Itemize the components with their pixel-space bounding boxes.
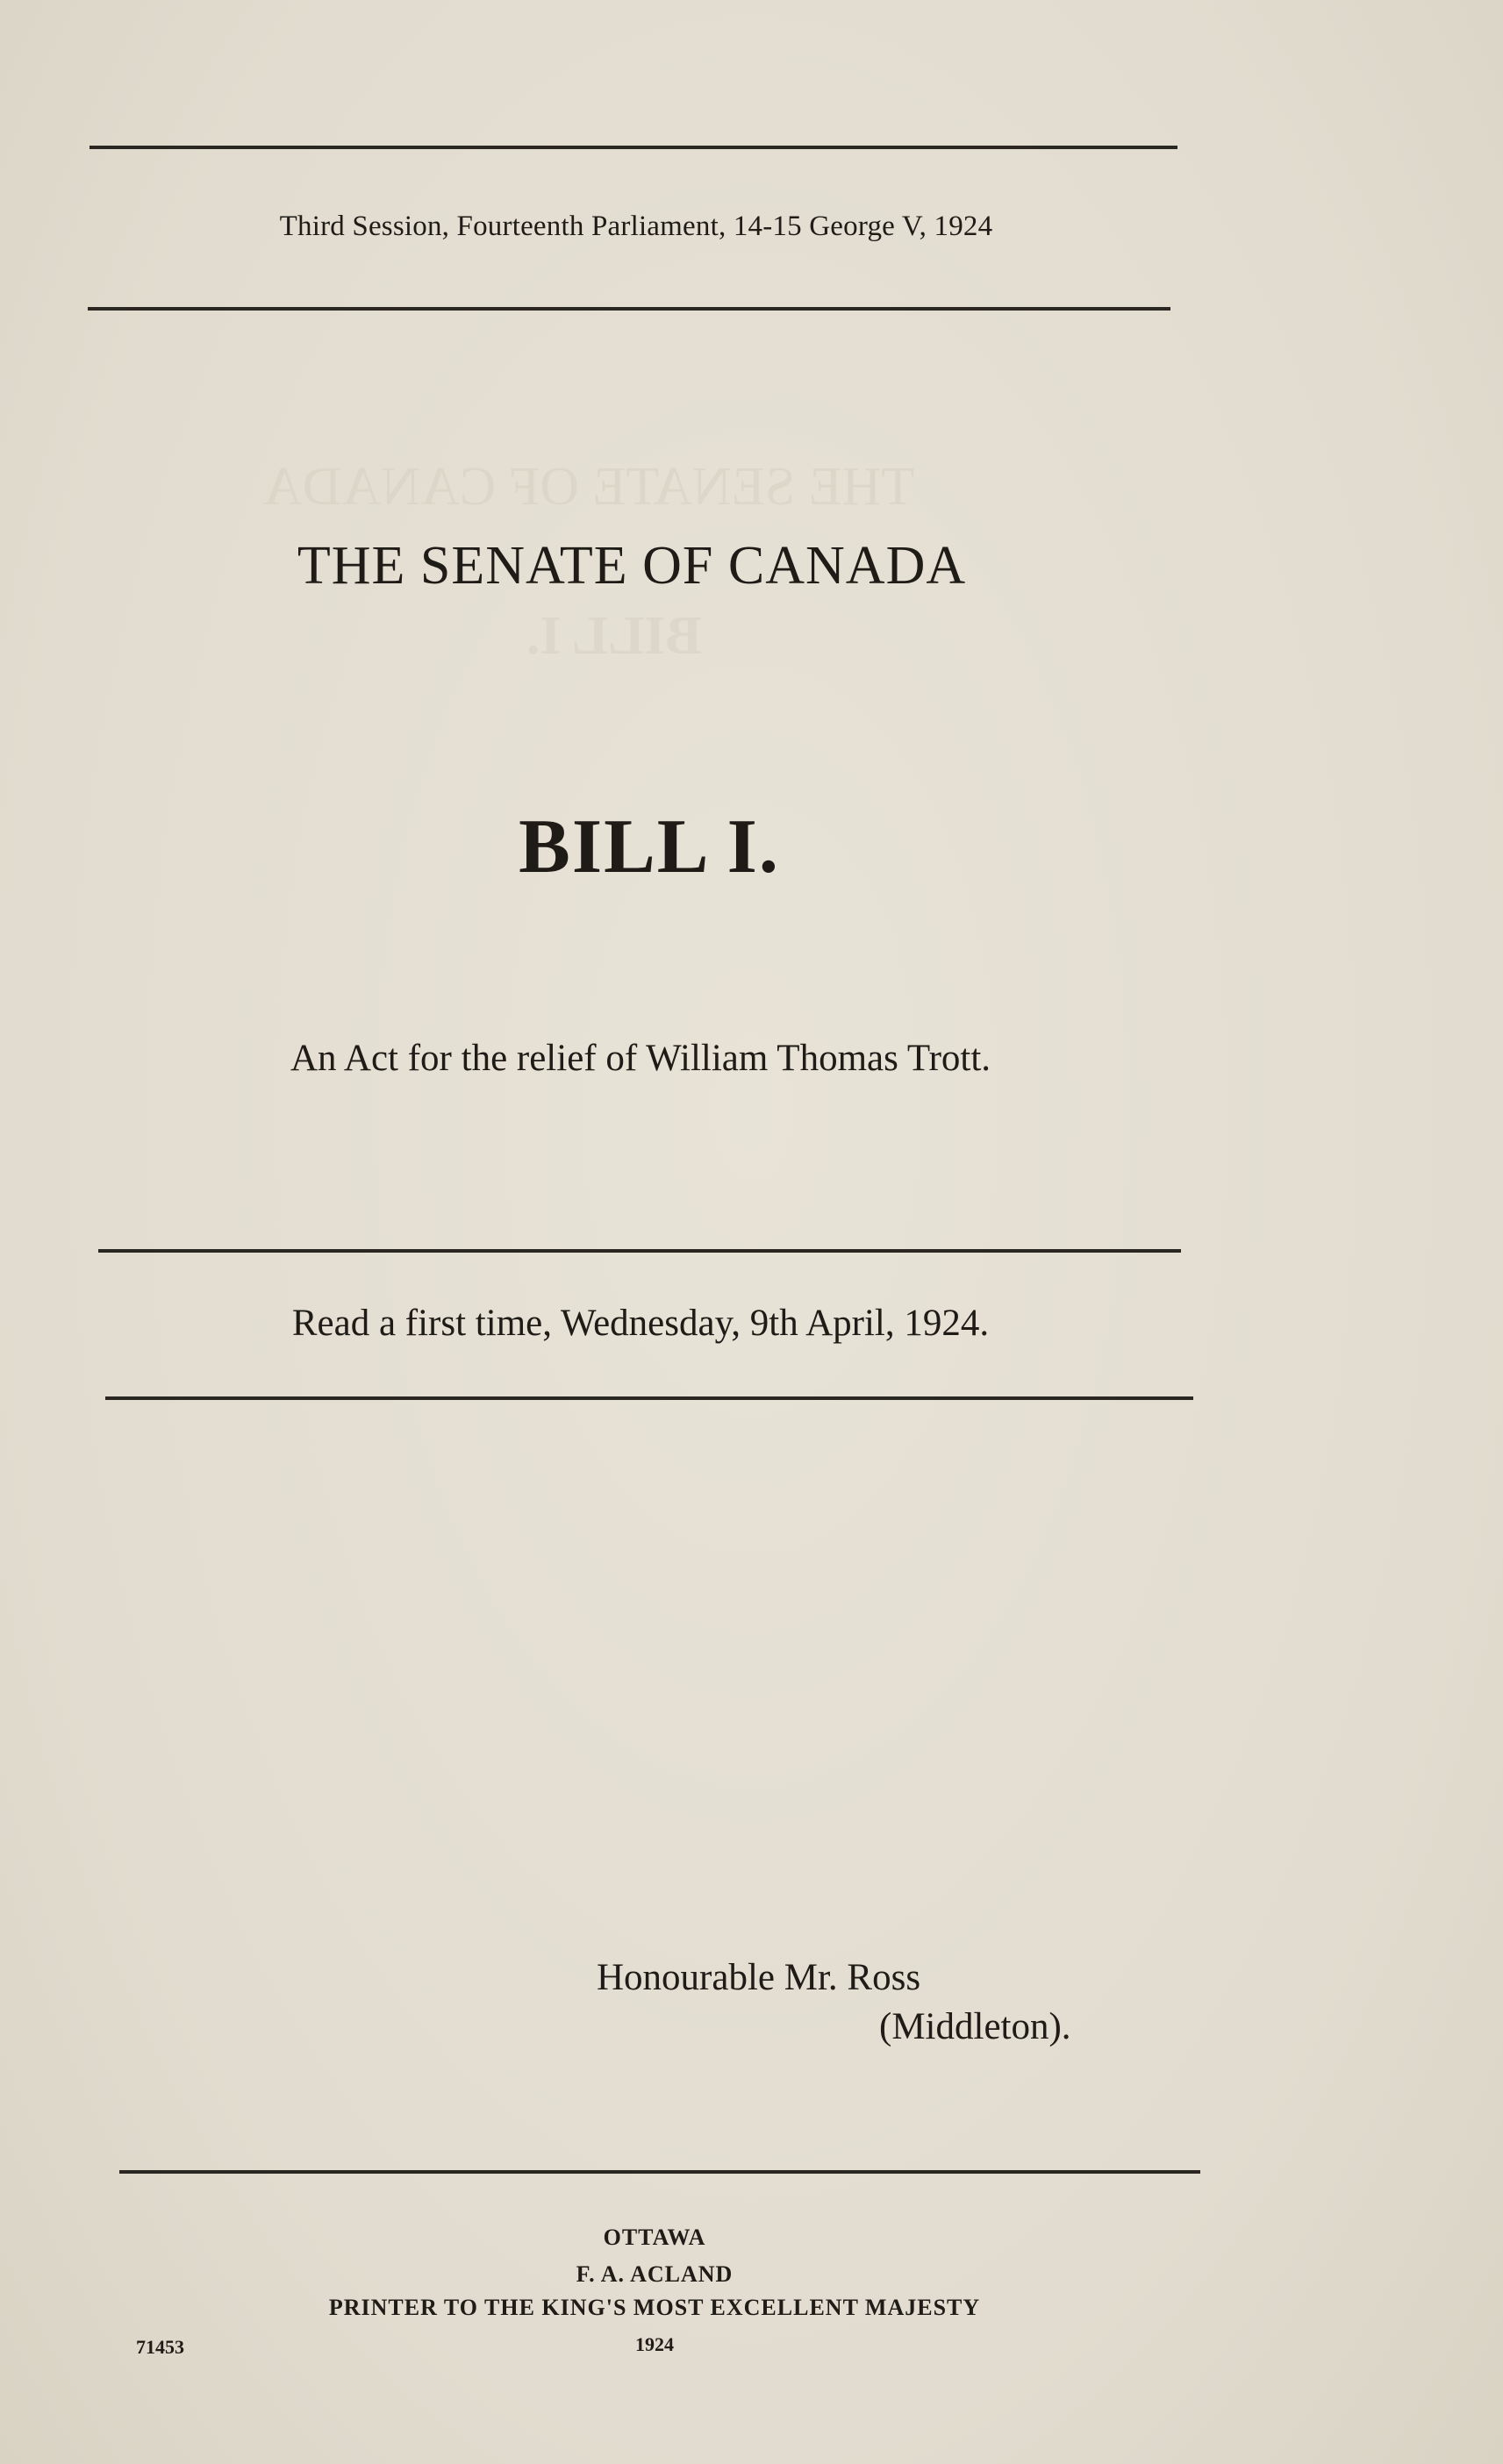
middle-rule-1 (98, 1249, 1181, 1253)
chamber-title: THE SENATE OF CANADA (297, 536, 967, 596)
reading-line: Read a first time, Wednesday, 9th April, 1924. (291, 1303, 990, 1344)
imprint-printer-name: F. A. ACLAND (576, 2261, 734, 2287)
bill-number: BILL I. (519, 804, 780, 889)
bottom-rule (119, 2170, 1200, 2174)
session-line: Third Session, Fourteenth Parliament, 14-15 George V, 1924 (279, 211, 993, 242)
document-code: 71453 (136, 2336, 184, 2358)
bleed-through-title: THE SENATE OF CANADA (263, 457, 915, 517)
sponsor-riding: (Middleton). (879, 2006, 1071, 2047)
imprint-printer-title: PRINTER TO THE KING'S MOST EXCELLENT MAJESTY (328, 2295, 981, 2320)
bleed-through-bill: BILL I. (526, 606, 702, 666)
imprint-year: 1924 (635, 2333, 674, 2355)
top-rule-1 (89, 146, 1177, 149)
middle-rule-2 (105, 1396, 1193, 1400)
imprint-city: OTTAWA (603, 2225, 706, 2250)
act-title: An Act for the relief of William Thomas Trott. (290, 1038, 991, 1079)
top-rule-2 (88, 307, 1170, 311)
sponsor-name: Honourable Mr. Ross (597, 1957, 921, 1998)
